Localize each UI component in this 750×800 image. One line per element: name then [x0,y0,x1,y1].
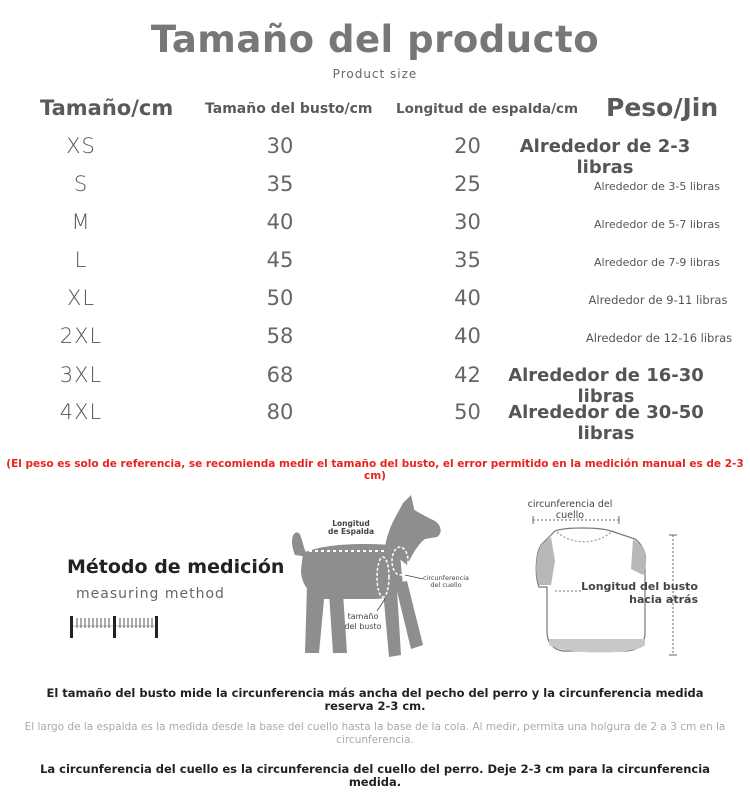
method-subtitle: measuring method [76,586,225,602]
neck-explanation: La circunferencia del cuello es la circunferencia del cuello del perro. Deje 2-3 cm para la circunferencia medida. [40,762,710,789]
bust-explanation: El tamaño del busto mide la circunferencia más ancha del pecho del perro y la circunferencia medida reserva 2-3 cm. [46,686,704,713]
table-row [0,363,750,407]
shirt-neck-label: circunferencia del cuello [527,499,613,521]
weight-cell: Alrededor de 9-11 libras [588,293,728,307]
weight-cell: Alrededor de 16-30 libras [508,365,704,407]
weight-disclaimer: (El peso es solo de referencia, se recomienda medir el tamaño del busto, el error permitido en la medición manual es de 2-3 cm) [6,458,744,482]
back-explanation: El largo de la espalda es la medida desde la base del cuello hasta la base de la cola. Al medir, permita una holgura de 2 a 3 cm en la circunferencia. [24,721,726,746]
header-back-length: Longitud de espalda/cm [396,101,579,117]
ruler-icon [68,612,160,640]
dog-bust-label: tamaño del busto [344,612,382,631]
table-row [0,286,750,324]
back-cell: 50 [454,400,481,424]
header-weight: Peso/Jin [606,93,719,122]
table-row [0,134,750,178]
page-title: Tamaño del producto [150,18,600,61]
bust-cell: 68 [266,363,294,387]
back-cell: 20 [454,134,481,158]
back-cell: 25 [454,172,481,196]
shirt-bust-label: Longitud del busto hacia atrás [581,580,698,606]
size-cell: 4XL [59,400,103,424]
method-title: Método de medición [67,556,285,578]
table-row [0,172,750,210]
size-cell: L [74,248,88,272]
dog-neck-label: circunferencia del cuello [422,574,470,589]
bust-cell: 30 [266,134,294,158]
table-row [0,210,750,248]
bust-cell: 35 [266,172,294,196]
bust-cell: 40 [266,210,294,234]
page-subtitle: Product size [332,67,418,81]
back-cell: 30 [454,210,481,234]
table-row [0,324,750,362]
bust-cell: 58 [266,324,294,348]
weight-cell: Alrededor de 3-5 libras [594,180,720,193]
table-row [0,400,750,444]
size-cell: 3XL [59,363,103,387]
size-cell: XS [66,134,96,158]
bust-cell: 45 [266,248,294,272]
weight-cell: Alrededor de 5-7 libras [594,218,720,231]
back-cell: 40 [454,324,481,348]
bust-cell: 50 [266,286,294,310]
bust-cell: 80 [266,400,294,424]
size-cell: 2XL [59,324,103,348]
size-cell: M [71,210,91,234]
header-size: Tamaño/cm [40,96,174,120]
weight-cell: Alrededor de 12-16 libras [585,331,733,345]
weight-cell: Alrededor de 2-3 libras [519,136,691,178]
dog-back-length-label: Longitud de Espalda [327,519,375,536]
header-bust: Tamaño del busto/cm [205,101,373,117]
weight-cell: Alrededor de 7-9 libras [594,256,720,269]
back-cell: 42 [454,363,481,387]
size-cell: XL [66,286,96,310]
back-cell: 40 [454,286,481,310]
weight-cell: Alrededor de 30-50 libras [508,402,704,444]
back-cell: 35 [454,248,481,272]
size-cell: S [73,172,89,196]
table-row [0,248,750,286]
